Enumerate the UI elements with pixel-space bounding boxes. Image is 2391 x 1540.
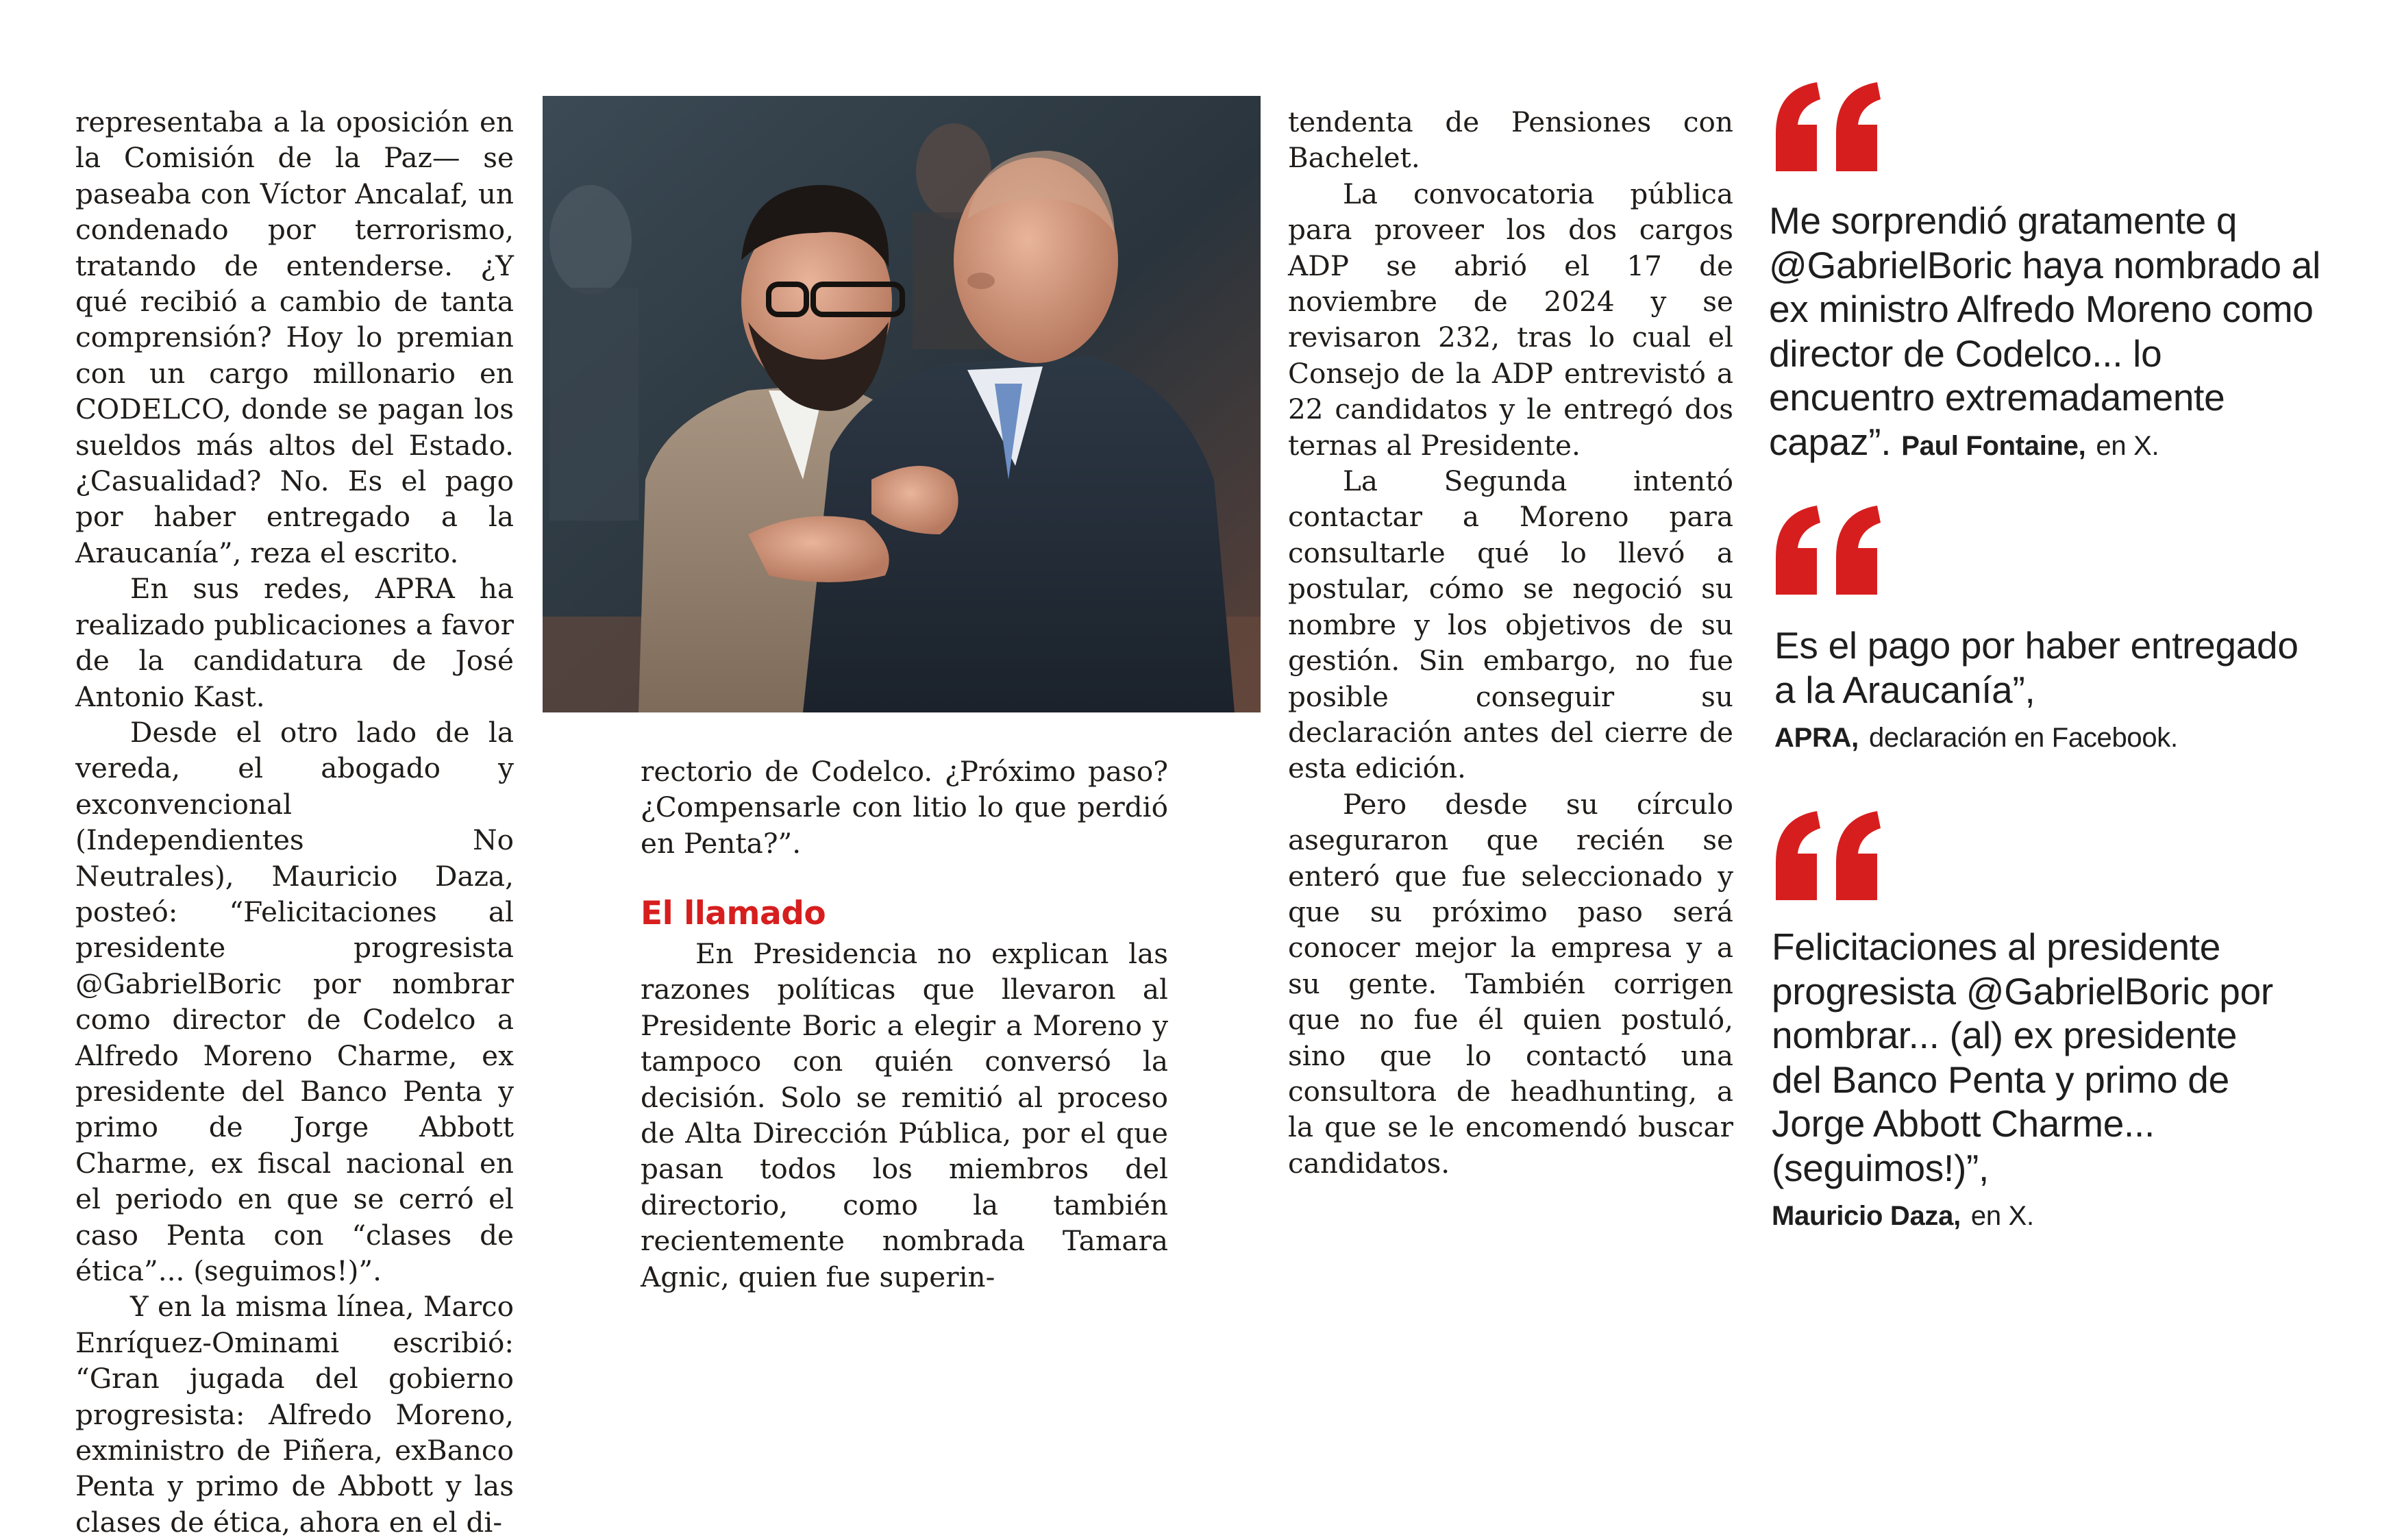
article-photo [543,96,1261,712]
quote-body: Me sorprendió gratamente q @GabrielBoric haya nombrado al ex ministro Alfredo Moreno como director de Codelco... lo encuentro extremadamente capaz”. [1769,199,2321,463]
quote-source: declaración en Facebook. [1868,723,2178,753]
paragraph: tendenta de Pensiones con Bachelet. [1288,105,1733,175]
paragraph: representaba a la oposición en la Comisión de la Paz— se paseaba con Víctor Ancalaf, un condenado por terrorismo, tratando de entenderse. ¿Y qué recibió a cambio de tanta comprensión? Hoy lo premian con un cargo millonario en CODELCO, donde se pagan los sueldos más altos del Estado. ¿Casualidad? No. Es el pago por haber entregado a la Araucanía”, reza el escrito. [75,105,514,569]
quote-source: en X. [1970,1201,2034,1231]
quote-mark-icon [1769,82,1885,171]
paragraph: Desde el otro lado de la vereda, el abogado y exconvencional (Independientes No Neutrales), Mauricio Daza, posteó: “Felicitaciones al presidente progresista @GabrielBoric por nombrar como director de Codelco a Alfredo Moreno Charme, ex presidente del Banco Penta y primo de Jorge Abbott Charme, ex fiscal nacional en el periodo en que se cerró el caso Penta con “clases de ética”... (seguimos!)”. [75,715,514,1287]
article-column-2 [641,754,1168,861]
section-heading: El llamado [641,895,826,932]
pull-quote [1772,925,2292,1239]
quote-author: Mauricio Daza, [1772,1201,1961,1231]
pull-quote [1769,199,2331,468]
paragraph: En sus redes, APRA ha realizado publicaciones a favor de la candidatura de José Antonio Kast. [75,572,514,713]
paragraph: Pero desde su círculo aseguraron que recién se enteró que fue seleccionado y que su próximo paso será conocer mejor la empresa y a su gente. También corrigen que no fue él quien postuló, sino que lo contactó una consultora de headhunting, a la que se le encomendó buscar candidatos. [1288,787,1733,1180]
quote-body: Felicitaciones al presidente progresista @GabrielBoric por nombrar... (al) ex presidente del Banco Penta y primo de Jorge Abbott Charme... (seguimos!)”, [1772,926,2273,1189]
quote-author: APRA, [1774,723,1859,753]
quote-mark-icon [1769,506,1885,595]
quote-body: Es el pago por haber entregado a la Araucanía”, [1774,624,2299,711]
article-column-2-continued [641,936,1168,1295]
quote-mark-icon [1769,811,1885,900]
paragraph: En Presidencia no explican las razones políticas que llevaron al Presidente Boric a elegir a Moreno y tampoco con quién conversó la decisión. Solo se remitió al proceso de Alta Dirección Pública, por el que pasan todos los miembros del directorio, como la también recientemente nombrada Tamara Agnic, quien fue superin- [641,937,1168,1293]
paragraph: La convocatoria pública para proveer los dos cargos ADP se abrió el 17 de noviembre de 2024 y se revisaron 232, tras lo cual el Consejo de la ADP entrevistó a 22 candidatos y le entregó dos ternas al Presidente. [1288,177,1733,462]
article-column-1 [75,104,514,1540]
article-column-3 [1288,104,1733,1181]
paragraph: Y en la misma línea, Marco Enríquez-Ominami escribió: “Gran jugada del gobierno progresista: Alfredo Moreno, exministro de Piñera, exBanco Penta y primo de Abbott y las clases de ética, ahora en el di- [75,1290,514,1539]
paragraph: rectorio de Codelco. ¿Próximo paso? ¿Compensarle con litio lo que perdió en Penta?”. [641,755,1168,860]
quote-source: en X. [2096,430,2159,461]
paragraph: La Segunda intentó contactar a Moreno para consultarle qué lo llevó a postular, cómo se negoció su nombre y los objetivos de su gestión. Sin embargo, no fue posible conseguir su declaración antes del cierre de esta edición. [1288,464,1733,785]
quote-author: Paul Fontaine, [1901,430,2086,461]
pull-quote [1774,623,2309,760]
